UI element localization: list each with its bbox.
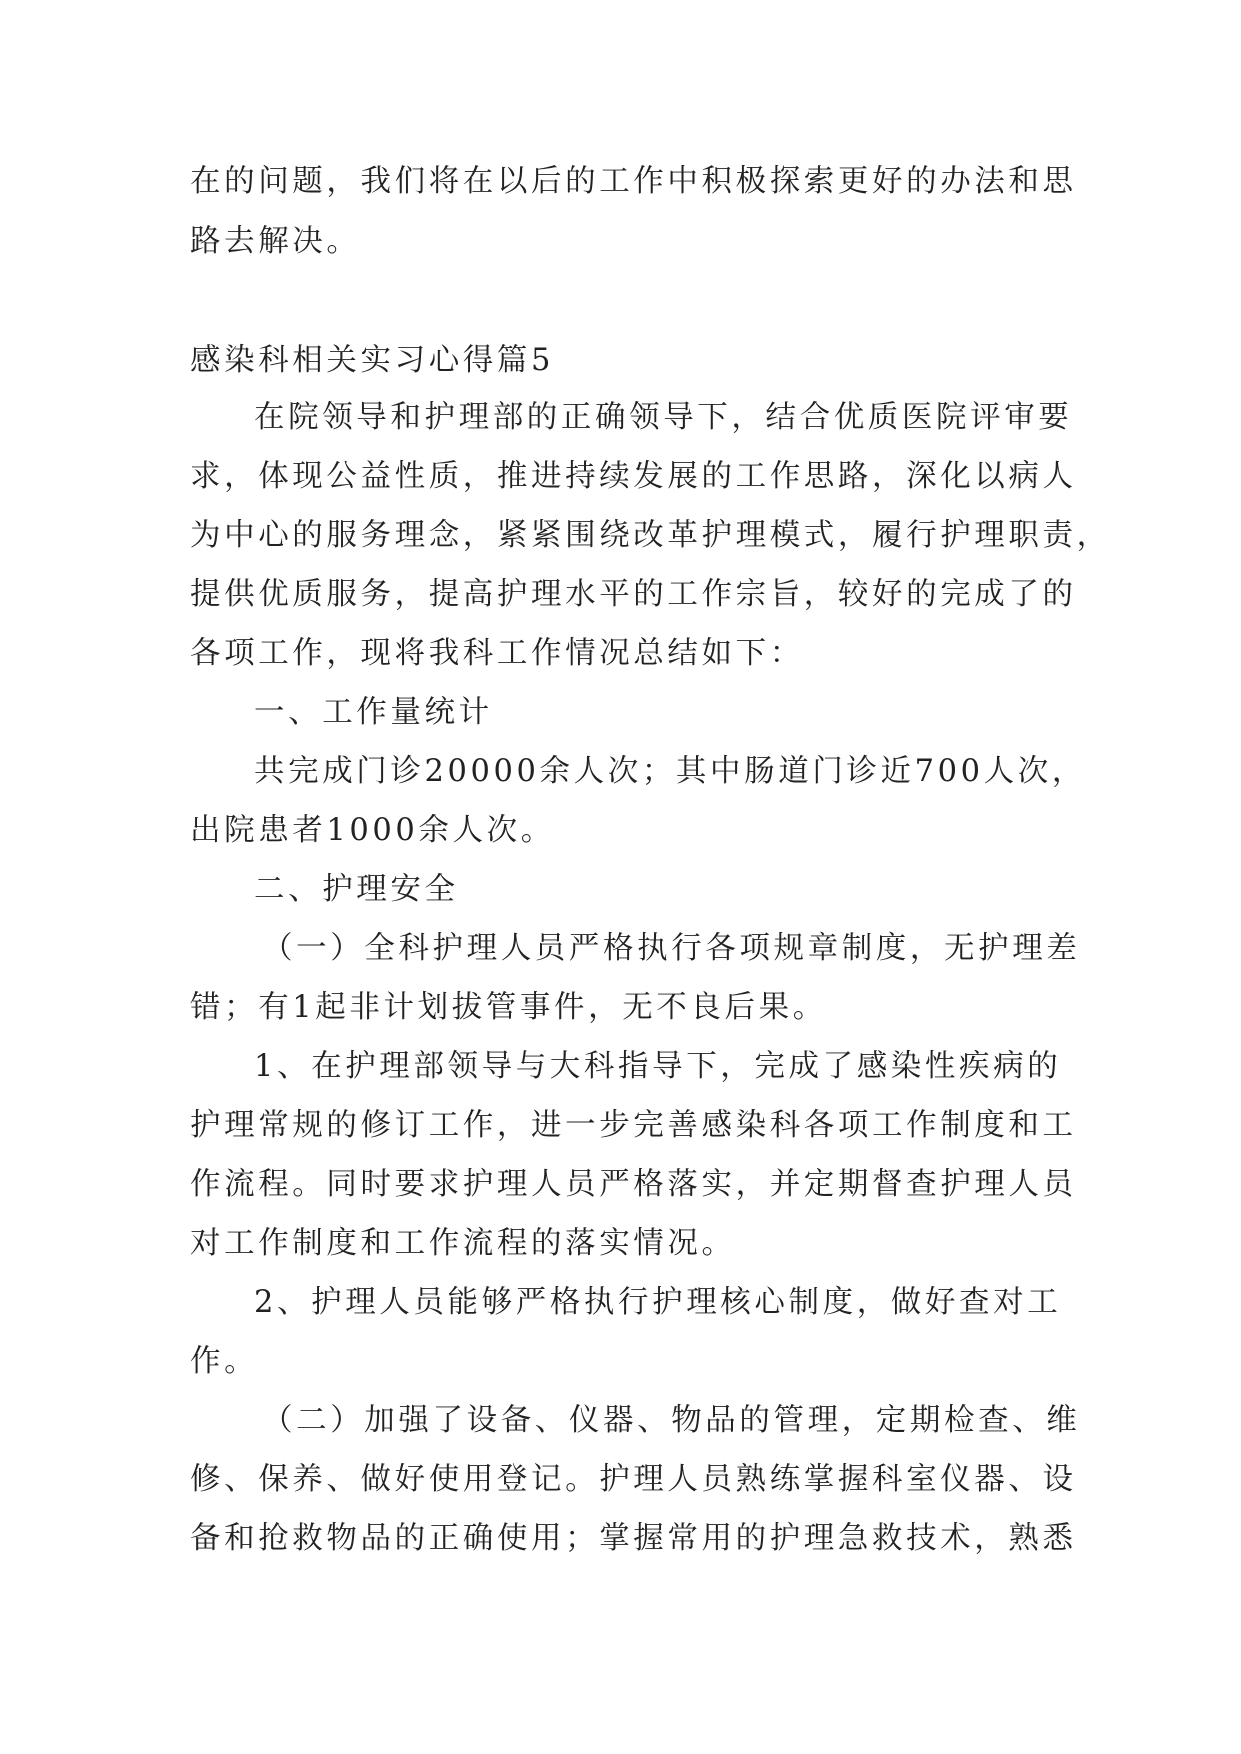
paragraph-line: 作。 — [190, 1344, 259, 1379]
paragraph-line: 作流程。同时要求护理人员严格落实，并定期督查护理人员 — [190, 1167, 1077, 1202]
paragraph-line: 求，体现公益性质，推进持续发展的工作思路，深化以病人 — [190, 459, 1077, 494]
paragraph-line: 在的问题，我们将在以后的工作中积极探索更好的办法和思 — [190, 164, 1077, 199]
subheading: 一、工作量统计 — [254, 695, 493, 730]
paragraph-line: 共完成门诊20000余人次；其中肠道门诊近700人次， — [254, 754, 1086, 789]
section-heading: 感染科相关实习心得篇5 — [190, 343, 555, 378]
paragraph-line: 备和抢救物品的正确使用；掌握常用的护理急救技术，熟悉 — [190, 1521, 1077, 1556]
paragraph-line: 1、在护理部领导与大科指导下，完成了感染性疾病的 — [254, 1049, 1062, 1084]
subheading: 二、护理安全 — [254, 872, 459, 907]
paragraph-line: 出院患者1000余人次。 — [190, 813, 555, 848]
paragraph-line: 路去解决。 — [190, 224, 361, 259]
paragraph-line: 在院领导和护理部的正确领导下，结合优质医院评审要 — [254, 400, 1073, 435]
paragraph-line: 对工作制度和工作流程的落实情况。 — [190, 1226, 736, 1261]
paragraph-line: （二）加强了设备、仪器、物品的管理，定期检查、维 — [262, 1403, 1081, 1438]
paragraph-line: 护理常规的修订工作，进一步完善感染科各项工作制度和工 — [190, 1108, 1077, 1143]
paragraph-line: 修、保养、做好使用登记。护理人员熟练掌握科室仪器、设 — [190, 1462, 1077, 1497]
paragraph-line: 2、护理人员能够严格执行护理核心制度，做好查对工 — [254, 1285, 1062, 1320]
paragraph-line: 错；有1起非计划拔管事件，无不良后果。 — [190, 990, 827, 1025]
paragraph-line: 提供优质服务，提高护理水平的工作宗旨，较好的完成了的 — [190, 577, 1077, 612]
paragraph-line: 为中心的服务理念，紧紧围绕改革护理模式，履行护理职责， — [190, 518, 1111, 553]
paragraph-line: （一）全科护理人员严格执行各项规章制度，无护理差 — [262, 931, 1081, 966]
paragraph-line: 各项工作，现将我科工作情况总结如下： — [190, 636, 804, 671]
